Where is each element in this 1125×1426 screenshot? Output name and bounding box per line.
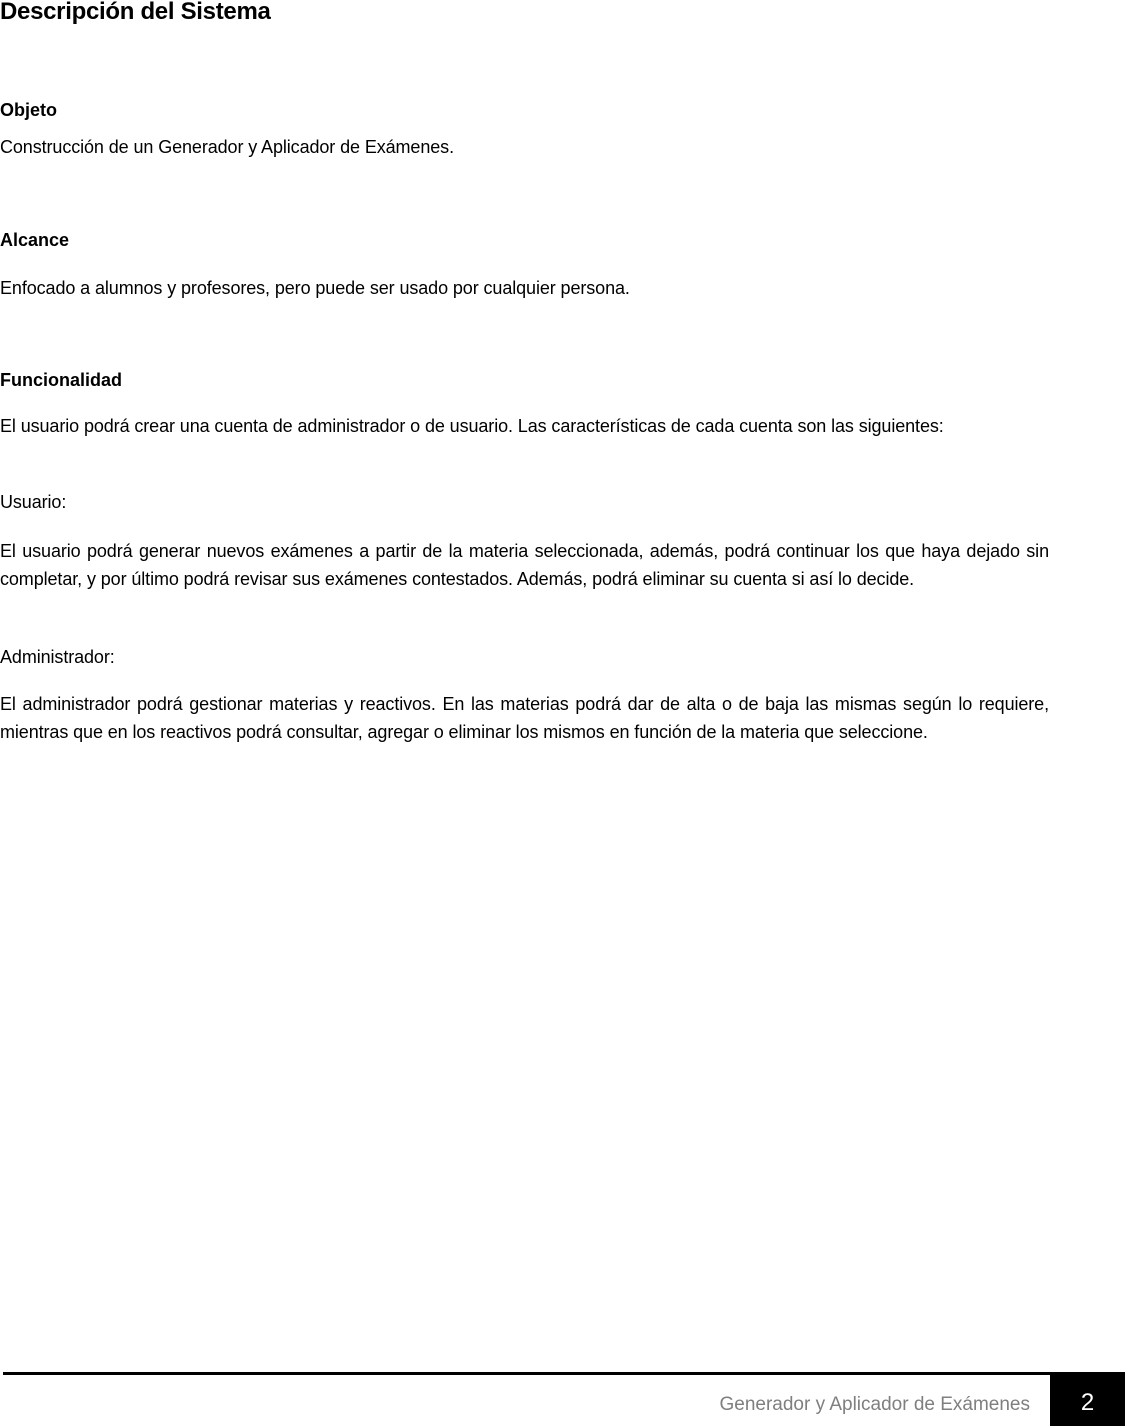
paragraph-alcance: Enfocado a alumnos y profesores, pero puede ser usado por cualquier persona. (0, 278, 630, 298)
footer-divider (3, 1372, 1125, 1375)
paragraph-intro: El usuario podrá crear una cuenta de administrador o de usuario. Las características de cada cuenta son las siguientes: (0, 416, 944, 436)
paragraph-usuario-label: Usuario: (0, 492, 67, 512)
paragraph-administrador-label: Administrador: (0, 647, 115, 667)
paragraph-objeto: Construcción de un Generador y Aplicador de Exámenes. (0, 137, 454, 157)
paragraph-administrador-description: El administrador podrá gestionar materias y reactivos. En las materias podrá dar de alta o de baja las mismas según lo requiere, mientras que en los reactivos podrá consultar, agregar o eliminar los mismos en función de la materia que seleccione. (0, 694, 1049, 742)
page-number: 2 (1080, 1389, 1095, 1416)
section-heading-funcionalidad: Funcionalidad (0, 370, 123, 390)
paragraph-usuario-description: El usuario podrá generar nuevos exámenes a partir de la materia seleccionada, además, podrá continuar los que haya dejado sin completar, y por último podrá revisar sus exámenes contestados. Además, podrá eliminar su cuenta si así lo decide. (0, 541, 1049, 589)
footer-document-title: Generador y Aplicador de Exámenes (719, 1394, 1030, 1415)
section-heading-objeto: Objeto (0, 100, 57, 120)
section-heading-alcance: Alcance (0, 230, 70, 250)
page-number-box (1050, 1375, 1125, 1426)
page-title: Descripción del Sistema (0, 0, 271, 25)
